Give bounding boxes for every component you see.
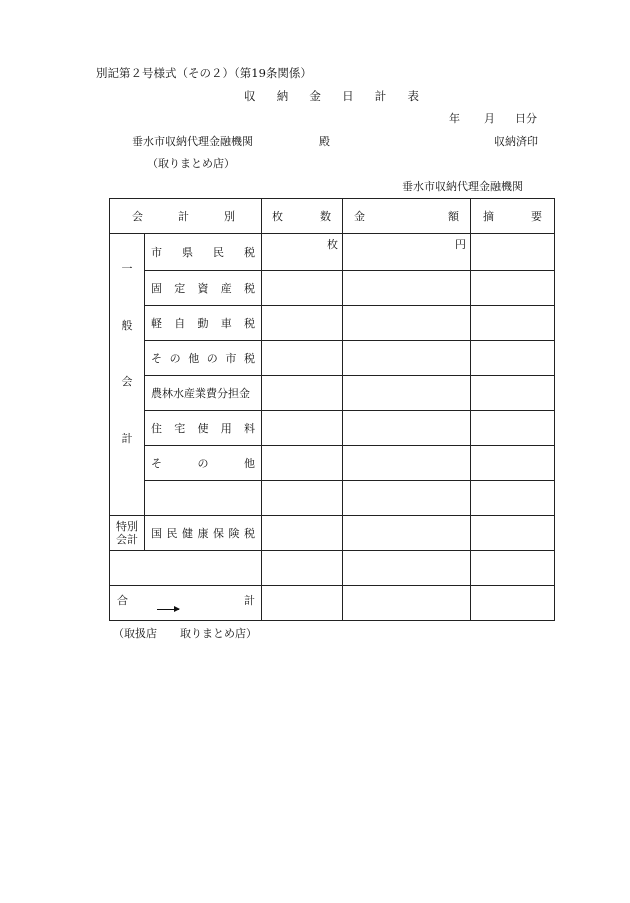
honorific: 殿 xyxy=(319,135,330,148)
account-char: 税 xyxy=(244,246,255,259)
account-char: 税 xyxy=(244,527,255,540)
amount-cell[interactable] xyxy=(343,481,471,516)
date-day: 日分 xyxy=(515,112,537,125)
account-char: の xyxy=(206,352,218,365)
stamp-label: 収納済印 xyxy=(494,135,538,148)
count-unit: 枚 xyxy=(327,238,338,251)
account-char: 康 xyxy=(197,527,209,540)
header-char: 計 xyxy=(178,210,189,223)
account-name-cell[interactable] xyxy=(110,551,262,586)
amount-cell[interactable] xyxy=(343,271,471,306)
table-row xyxy=(110,271,555,306)
table-row xyxy=(110,551,555,586)
table-row xyxy=(110,341,555,376)
account-name-cell xyxy=(145,306,262,341)
account-char: 車 xyxy=(220,317,232,330)
count-cell[interactable] xyxy=(262,446,343,481)
general-account-char: 般 xyxy=(121,318,133,332)
general-account-char: 計 xyxy=(121,431,133,445)
account-char: 国 xyxy=(151,527,162,540)
account-char: 資 xyxy=(197,282,209,295)
account-char: 他 xyxy=(244,457,255,470)
addressee: 垂水市収納代理金融機関 xyxy=(132,135,253,148)
table-row xyxy=(110,234,555,271)
title-char: 収 xyxy=(244,89,256,103)
account-char: 険 xyxy=(228,527,240,540)
total-char: 計 xyxy=(244,594,255,607)
count-cell[interactable] xyxy=(262,341,343,376)
account-char: 民 xyxy=(166,527,178,540)
account-char: そ xyxy=(151,457,162,470)
amount-cell[interactable] xyxy=(343,306,471,341)
header-char: 枚 xyxy=(272,210,283,223)
general-account-cell xyxy=(110,234,145,516)
account-char: 用 xyxy=(220,422,232,435)
account-char: 健 xyxy=(182,527,193,540)
account-name-cell xyxy=(145,234,262,271)
total-char: 合 xyxy=(117,594,128,607)
date-year: 年 xyxy=(449,112,460,125)
account-char: 税 xyxy=(244,282,255,295)
special-account-cell xyxy=(110,516,145,551)
remarks-cell[interactable] xyxy=(471,446,555,481)
table-row xyxy=(110,306,555,341)
table-row xyxy=(110,411,555,446)
remarks-cell[interactable] xyxy=(471,551,555,586)
form-reference: 別記第２号様式（その２）（第19条関係） xyxy=(96,66,312,80)
header-char: 額 xyxy=(448,210,459,223)
count-cell[interactable] xyxy=(262,516,343,551)
account-name-cell[interactable] xyxy=(145,481,262,516)
header-row xyxy=(110,199,555,234)
table-row xyxy=(110,446,555,481)
receipt-table xyxy=(109,198,555,621)
header-amount xyxy=(343,199,471,234)
title-char: 納 xyxy=(276,89,289,103)
account-char: 保 xyxy=(213,527,224,540)
count-cell[interactable] xyxy=(262,306,343,341)
account-name: 農林水産業費分担金 xyxy=(151,387,250,400)
title-char: 金 xyxy=(309,89,321,103)
remarks-cell[interactable] xyxy=(471,341,555,376)
account-char: 他 xyxy=(188,352,200,365)
count-cell[interactable] xyxy=(262,551,343,586)
total-count-cell[interactable] xyxy=(262,586,343,621)
document-title xyxy=(244,91,419,103)
account-char: 宅 xyxy=(174,422,186,435)
amount-cell[interactable] xyxy=(343,516,471,551)
header-char: 摘 xyxy=(483,210,494,223)
remarks-cell[interactable] xyxy=(471,306,555,341)
amount-cell[interactable] xyxy=(343,234,471,271)
account-char: 市 xyxy=(225,352,237,365)
general-account-char: 会 xyxy=(121,375,133,389)
header-char: 数 xyxy=(320,210,331,223)
remarks-cell[interactable] xyxy=(471,481,555,516)
count-cell[interactable] xyxy=(262,234,343,271)
account-char: 市 xyxy=(151,246,162,259)
count-cell[interactable] xyxy=(262,376,343,411)
total-amount-cell[interactable] xyxy=(343,586,471,621)
remarks-cell[interactable] xyxy=(471,234,555,271)
account-char: 税 xyxy=(244,317,255,330)
account-char: 定 xyxy=(174,282,186,295)
issuer: 垂水市収納代理金融機関 xyxy=(402,180,523,193)
remarks-cell[interactable] xyxy=(471,516,555,551)
total-remarks-cell[interactable] xyxy=(471,586,555,621)
count-cell[interactable] xyxy=(262,481,343,516)
right-arrow-icon xyxy=(157,609,179,610)
amount-cell[interactable] xyxy=(343,411,471,446)
account-char: 住 xyxy=(151,422,162,435)
title-char: 表 xyxy=(407,89,419,103)
total-label-cell xyxy=(110,586,262,621)
account-name-cell xyxy=(145,271,262,306)
amount-cell[interactable] xyxy=(343,341,471,376)
remarks-cell[interactable] xyxy=(471,411,555,446)
table-row xyxy=(110,376,555,411)
account-char: 動 xyxy=(197,317,209,330)
account-char: 軽 xyxy=(151,317,162,330)
account-char: 固 xyxy=(151,282,162,295)
header-count xyxy=(262,199,343,234)
header-account xyxy=(110,199,262,234)
special-account-line: 会計 xyxy=(116,533,138,546)
account-name-cell xyxy=(145,376,262,411)
account-name-cell xyxy=(145,341,262,376)
amount-cell[interactable] xyxy=(343,551,471,586)
account-char: 料 xyxy=(244,422,255,435)
count-cell[interactable] xyxy=(262,411,343,446)
account-char: 税 xyxy=(243,352,255,365)
header-char: 別 xyxy=(224,210,235,223)
account-char: 産 xyxy=(220,282,232,295)
footer-summary-branch: 取りまとめ店） xyxy=(180,627,257,640)
general-account-char: 一 xyxy=(121,262,133,275)
total-row xyxy=(110,586,555,621)
account-name-cell xyxy=(145,446,262,481)
count-cell[interactable] xyxy=(262,271,343,306)
summary-branch-label: （取りまとめ店） xyxy=(147,157,235,170)
footer-handling-branch: （取扱店 xyxy=(113,627,157,640)
remarks-cell[interactable] xyxy=(471,376,555,411)
header-char: 金 xyxy=(354,210,365,223)
header-char: 会 xyxy=(132,210,143,223)
special-account-line: 特別 xyxy=(116,520,138,533)
account-char: 自 xyxy=(174,317,186,330)
remarks-cell[interactable] xyxy=(471,271,555,306)
date-month: 月 xyxy=(484,112,495,125)
title-char: 計 xyxy=(374,89,387,103)
table-row xyxy=(110,481,555,516)
account-char: そ xyxy=(151,352,162,365)
account-name-cell xyxy=(145,411,262,446)
account-char: 県 xyxy=(182,246,193,259)
account-char: の xyxy=(169,352,181,365)
table-row xyxy=(110,516,555,551)
account-char: 使 xyxy=(197,422,209,435)
header-char: 要 xyxy=(531,210,542,223)
account-name-cell xyxy=(145,516,262,551)
amount-cell[interactable] xyxy=(343,446,471,481)
account-char: 民 xyxy=(213,246,224,259)
amount-unit: 円 xyxy=(455,238,466,251)
account-char: の xyxy=(197,457,209,470)
amount-cell[interactable] xyxy=(343,376,471,411)
title-char: 日 xyxy=(342,89,354,103)
header-remarks xyxy=(471,199,555,234)
